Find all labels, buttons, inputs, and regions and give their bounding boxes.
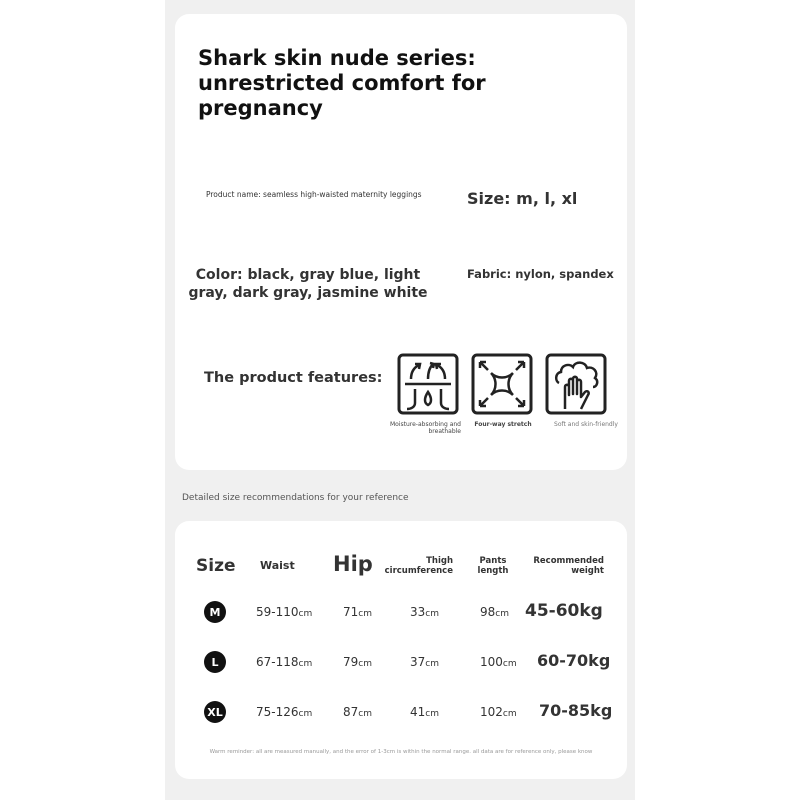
size-table-card <box>175 521 627 779</box>
hip-value: 71cm <box>343 605 372 619</box>
weight-value: 60-70kg <box>537 651 611 670</box>
header-size: Size <box>196 556 236 576</box>
size-badge: XL <box>204 701 226 723</box>
pants-length-value: 98cm <box>480 605 509 619</box>
table-row <box>175 699 627 725</box>
waist-value: 75-126cm <box>256 705 313 719</box>
product-title: Shark skin nude series: unrestricted comfort for pregnancy <box>198 46 486 120</box>
four-way-stretch-icon <box>471 353 533 415</box>
size-badge: L <box>204 651 226 673</box>
weight-value: 70-85kg <box>539 701 613 720</box>
header-thigh: Thigh circumference <box>384 556 453 576</box>
waist-value: 67-118cm <box>256 655 313 669</box>
thigh-value: 41cm <box>410 705 439 719</box>
thigh-value: 37cm <box>410 655 439 669</box>
size-badge: M <box>204 601 226 623</box>
table-row <box>175 599 627 625</box>
feature-caption-soft: Soft and skin-friendly <box>554 421 618 428</box>
header-hip: Hip <box>333 552 373 576</box>
product-info-card <box>175 14 627 470</box>
pants-length-value: 100cm <box>480 655 517 669</box>
feature-caption-stretch: Four-way stretch <box>474 421 532 428</box>
feature-caption-moisture: Moisture-absorbing and breathable <box>389 421 461 435</box>
product-size: Size: m, l, xl <box>467 189 578 208</box>
soft-hand-icon <box>545 353 607 415</box>
thigh-value: 33cm <box>410 605 439 619</box>
features-label: The product features: <box>204 370 383 386</box>
warm-reminder: Warm reminder: all are measured manually, and the error of 1-3cm is within the normal range. all data are for reference only, please know <box>209 749 593 755</box>
hip-value: 79cm <box>343 655 372 669</box>
weight-value: 45-60kg <box>525 601 603 621</box>
product-name: Product name: seamless high-waisted maternity leggings <box>206 190 422 199</box>
product-color: Color: black, gray blue, light gray, dark gray, jasmine white <box>188 267 428 301</box>
moisture-icon <box>397 353 459 415</box>
header-recommended-weight: Recommended weight <box>533 556 604 576</box>
hip-value: 87cm <box>343 705 372 719</box>
pants-length-value: 102cm <box>480 705 517 719</box>
table-row <box>175 649 627 675</box>
waist-value: 59-110cm <box>256 605 313 619</box>
header-waist: Waist <box>260 559 295 572</box>
size-section-heading: Detailed size recommendations for your reference <box>182 493 409 503</box>
header-pants-length: Pants length <box>477 556 509 576</box>
product-fabric: Fabric: nylon, spandex <box>467 267 614 281</box>
